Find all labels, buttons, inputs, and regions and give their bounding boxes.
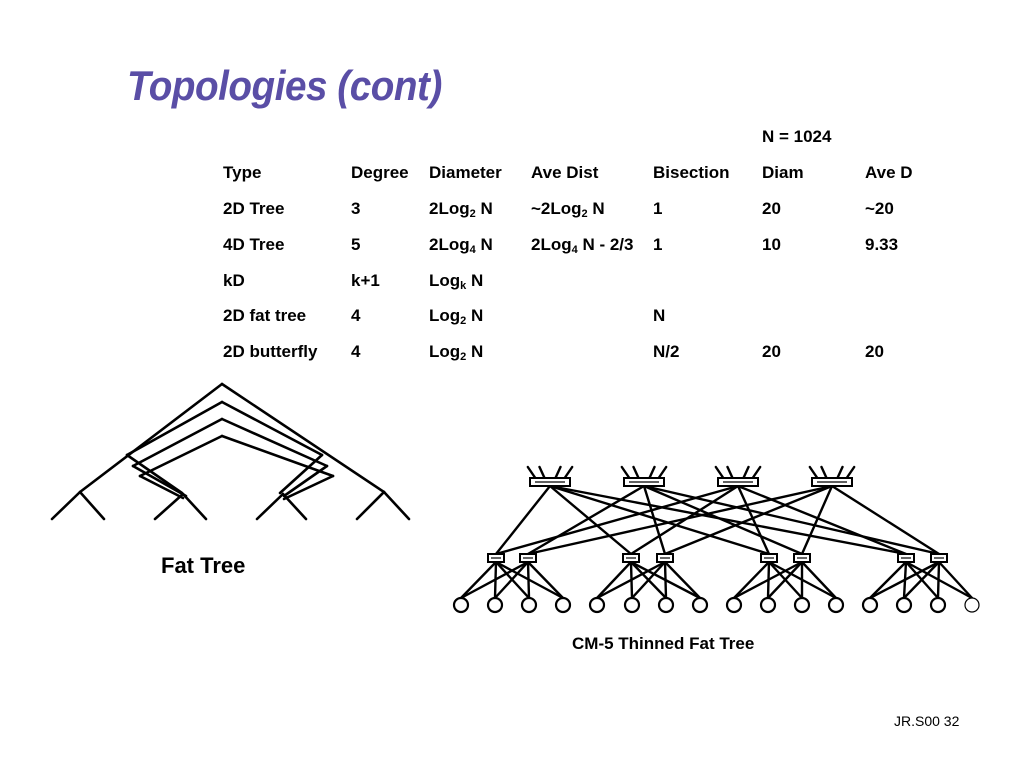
cm5-leaf-node — [863, 598, 877, 612]
cm5-leaf-node — [829, 598, 843, 612]
row-ave-d: ~20 — [865, 199, 894, 218]
formula-suffix: N — [466, 342, 484, 361]
cm5-leaf-link — [734, 562, 769, 598]
formula-base: 2Log — [531, 235, 572, 254]
cm5-leaf-link — [461, 562, 496, 598]
row-ave-d: 20 — [865, 342, 884, 361]
formula-subscript: k — [460, 280, 467, 292]
column-header-degree: Degree — [351, 163, 409, 182]
column-header-diameter: Diameter — [429, 163, 502, 182]
formula-base: Log — [429, 342, 461, 361]
cm5-leaf-node — [693, 598, 707, 612]
cm5-leaf-node — [965, 598, 979, 612]
row-diam: 20 — [762, 342, 781, 361]
formula-suffix: N — [466, 306, 484, 325]
row-degree: 3 — [351, 199, 361, 218]
formula-suffix: N — [475, 235, 493, 254]
cm5-leaf-link — [528, 562, 529, 598]
cm5-leaf-link — [938, 562, 939, 598]
cm5-leaf-link — [597, 562, 631, 598]
slide-title: Topologies (cont) — [127, 62, 442, 109]
row-type: kD — [223, 271, 245, 290]
column-header-diam: Diam — [762, 163, 804, 182]
cm5-leaf-link — [665, 562, 700, 598]
cm5-leaf-node — [522, 598, 536, 612]
row-type: 2D Tree — [223, 199, 285, 218]
row-degree: 4 — [351, 306, 361, 325]
row-bisection: 1 — [653, 199, 663, 218]
cm5-leaf-link — [665, 562, 666, 598]
formula-suffix: N — [475, 199, 493, 218]
row-type: 2D butterfly — [223, 342, 318, 361]
row-degree: 5 — [351, 235, 361, 254]
cm5-leaf-link — [802, 562, 836, 598]
column-header-aved: Ave D — [865, 163, 913, 182]
row-bisection: N/2 — [653, 342, 680, 361]
cm5-leaf-link — [528, 562, 563, 598]
row-degree: k+1 — [351, 271, 380, 290]
formula-base: ~2Log — [531, 199, 582, 218]
row-type: 4D Tree — [223, 235, 285, 254]
formula-subscript: 2 — [460, 351, 467, 363]
formula-base: Log — [429, 271, 461, 290]
cm5-switch-link — [550, 486, 769, 554]
formula-base: 2Log — [429, 199, 470, 218]
row-bisection: 1 — [653, 235, 663, 254]
slide-footer: JR.S00 32 — [894, 713, 960, 729]
cm5-leaf-node — [795, 598, 809, 612]
cm5-leaf-node — [659, 598, 673, 612]
column-header-type: Type — [223, 163, 262, 182]
fat-tree-caption: Fat Tree — [161, 553, 246, 578]
cm5-switch-link — [550, 486, 906, 554]
cm5-caption: CM-5 Thinned Fat Tree — [572, 634, 755, 653]
cm5-leaf-node — [931, 598, 945, 612]
formula-subscript: 4 — [571, 244, 578, 256]
cm5-leaf-link — [870, 562, 906, 598]
cm5-leaf-node — [454, 598, 468, 612]
column-header-avedist: Ave Dist — [531, 163, 599, 182]
cm5-leaf-node — [625, 598, 639, 612]
n-header: N = 1024 — [762, 127, 832, 146]
row-diam: 10 — [762, 235, 781, 254]
cm5-leaf-node — [897, 598, 911, 612]
row-diam: 20 — [762, 199, 781, 218]
formula-suffix: N — [587, 199, 605, 218]
formula-base: Log — [429, 306, 461, 325]
formula-subscript: 2 — [581, 208, 588, 220]
column-header-bisection: Bisection — [653, 163, 730, 182]
row-ave-d: 9.33 — [865, 235, 899, 254]
cm5-leaf-link — [939, 562, 972, 598]
cm5-leaf-node — [727, 598, 741, 612]
formula-suffix: N - 2/3 — [577, 235, 634, 254]
formula-subscript: 2 — [460, 315, 467, 327]
formula-subscript: 4 — [469, 244, 476, 256]
formula-base: 2Log — [429, 235, 470, 254]
formula-suffix: N — [466, 271, 484, 290]
cm5-switch-link — [496, 486, 550, 554]
row-bisection: N — [653, 306, 666, 325]
row-type: 2D fat tree — [223, 306, 307, 325]
formula-subscript: 2 — [469, 208, 476, 220]
cm5-leaf-node — [590, 598, 604, 612]
cm5-leaf-node — [556, 598, 570, 612]
cm5-leaf-node — [761, 598, 775, 612]
row-degree: 4 — [351, 342, 361, 361]
cm5-leaf-node — [488, 598, 502, 612]
